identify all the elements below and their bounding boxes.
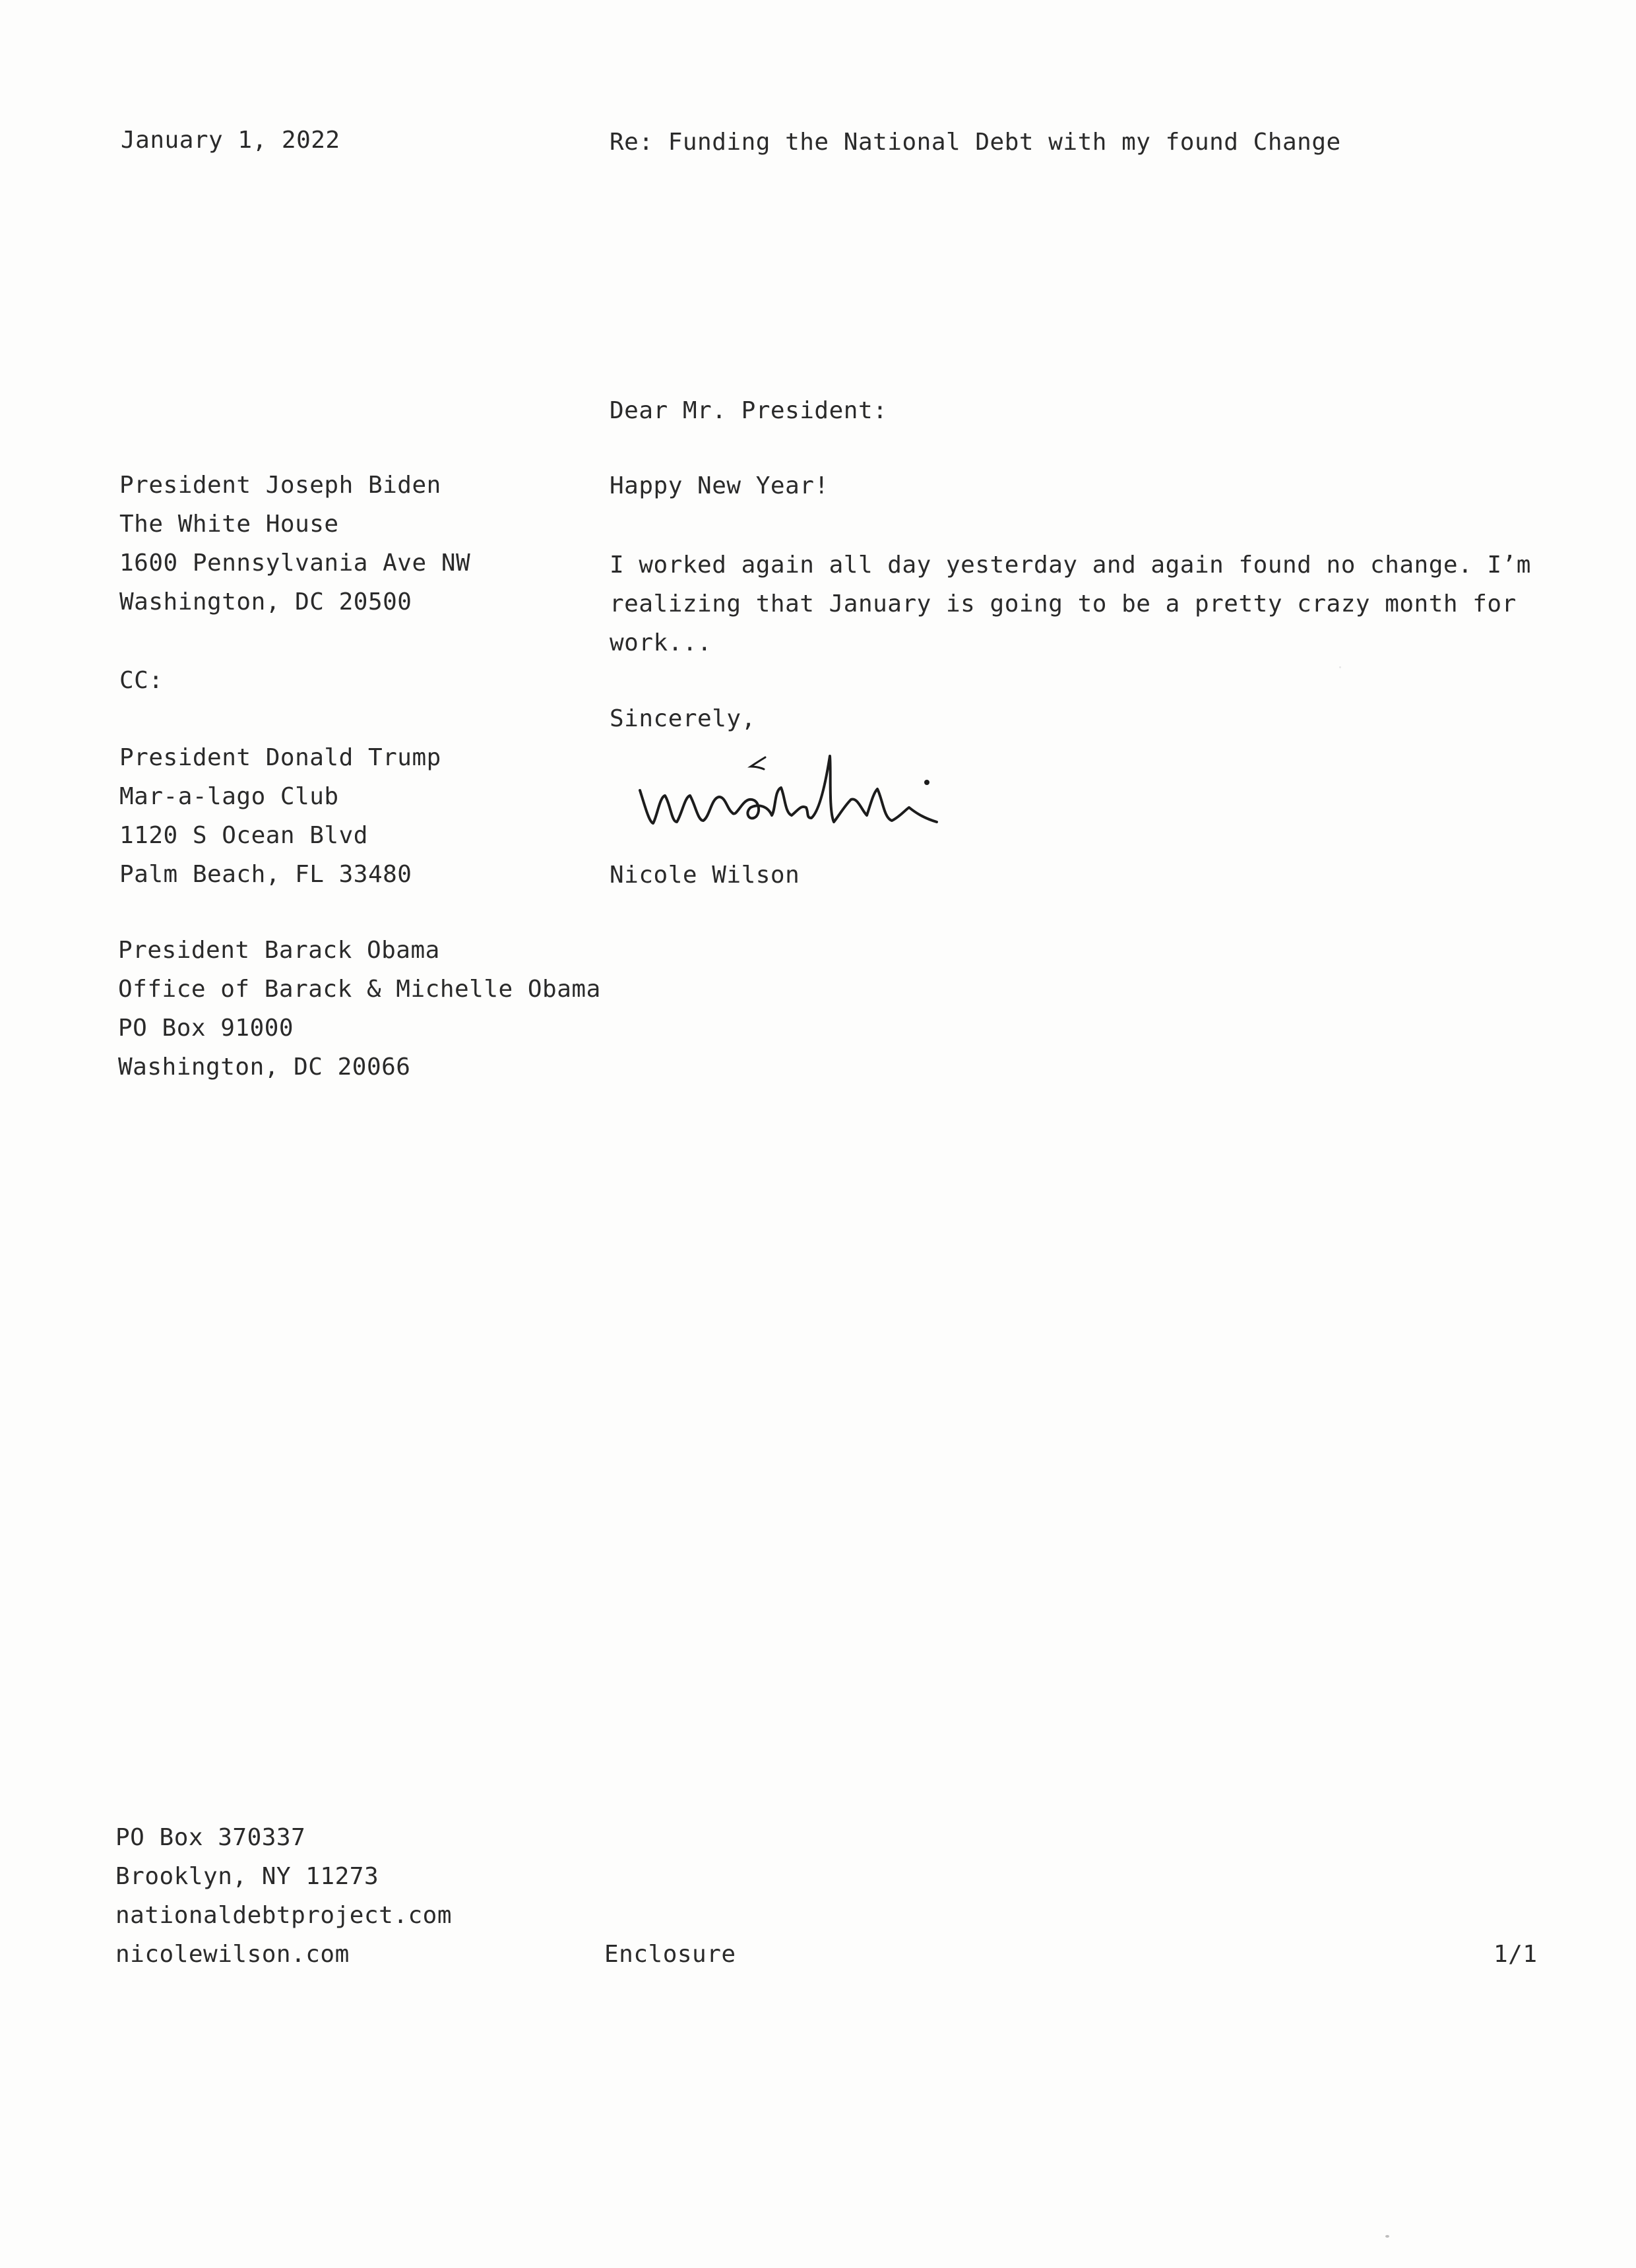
page-number: 1/1 bbox=[1494, 1941, 1538, 1968]
closing: Sincerely, bbox=[610, 705, 756, 732]
enclosure-label: Enclosure bbox=[604, 1941, 736, 1968]
sender-address bbox=[115, 1818, 452, 1974]
scan-speck bbox=[1339, 666, 1341, 668]
address-line: Brooklyn, NY 11273 bbox=[115, 1863, 379, 1890]
letter-date: January 1, 2022 bbox=[121, 127, 340, 154]
address-line: Office of Barack & Michelle Obama bbox=[118, 976, 601, 1003]
website-link[interactable]: nicolewilson.com bbox=[115, 1941, 350, 1968]
address-line: The White House bbox=[119, 511, 339, 538]
recipient-cc-1 bbox=[119, 738, 441, 894]
website-link[interactable]: nationaldebtproject.com bbox=[115, 1902, 452, 1929]
address-line: 1600 Pennsylvania Ave NW bbox=[119, 550, 471, 577]
address-line: Mar-a-lago Club bbox=[119, 783, 339, 810]
address-line: Washington, DC 20066 bbox=[118, 1054, 411, 1081]
recipient-cc-2 bbox=[118, 931, 601, 1087]
handwritten-signature bbox=[633, 744, 963, 843]
address-line: PO Box 91000 bbox=[118, 1015, 294, 1042]
body-line: realizing that January is going to be a pretty crazy month for bbox=[610, 590, 1517, 617]
cc-label: CC: bbox=[119, 667, 164, 694]
address-line: President Barack Obama bbox=[118, 937, 440, 964]
address-line: President Joseph Biden bbox=[119, 472, 441, 499]
body-line: I worked again all day yesterday and again found no change. I’m bbox=[610, 551, 1531, 579]
address-line: President Donald Trump bbox=[119, 744, 441, 771]
recipient-primary bbox=[119, 466, 470, 621]
letter-subject: Re: Funding the National Debt with my found Change bbox=[610, 129, 1341, 156]
scan-speck bbox=[1385, 2235, 1389, 2238]
address-line: PO Box 370337 bbox=[115, 1824, 306, 1851]
body-line: work... bbox=[610, 629, 712, 656]
salutation: Dear Mr. President: bbox=[610, 397, 888, 424]
address-line: Washington, DC 20500 bbox=[119, 588, 412, 615]
signer-name: Nicole Wilson bbox=[610, 862, 800, 889]
address-line: Palm Beach, FL 33480 bbox=[119, 861, 412, 888]
greeting: Happy New Year! bbox=[610, 472, 829, 499]
letter-body bbox=[610, 546, 1531, 662]
address-line: 1120 S Ocean Blvd bbox=[119, 822, 368, 849]
